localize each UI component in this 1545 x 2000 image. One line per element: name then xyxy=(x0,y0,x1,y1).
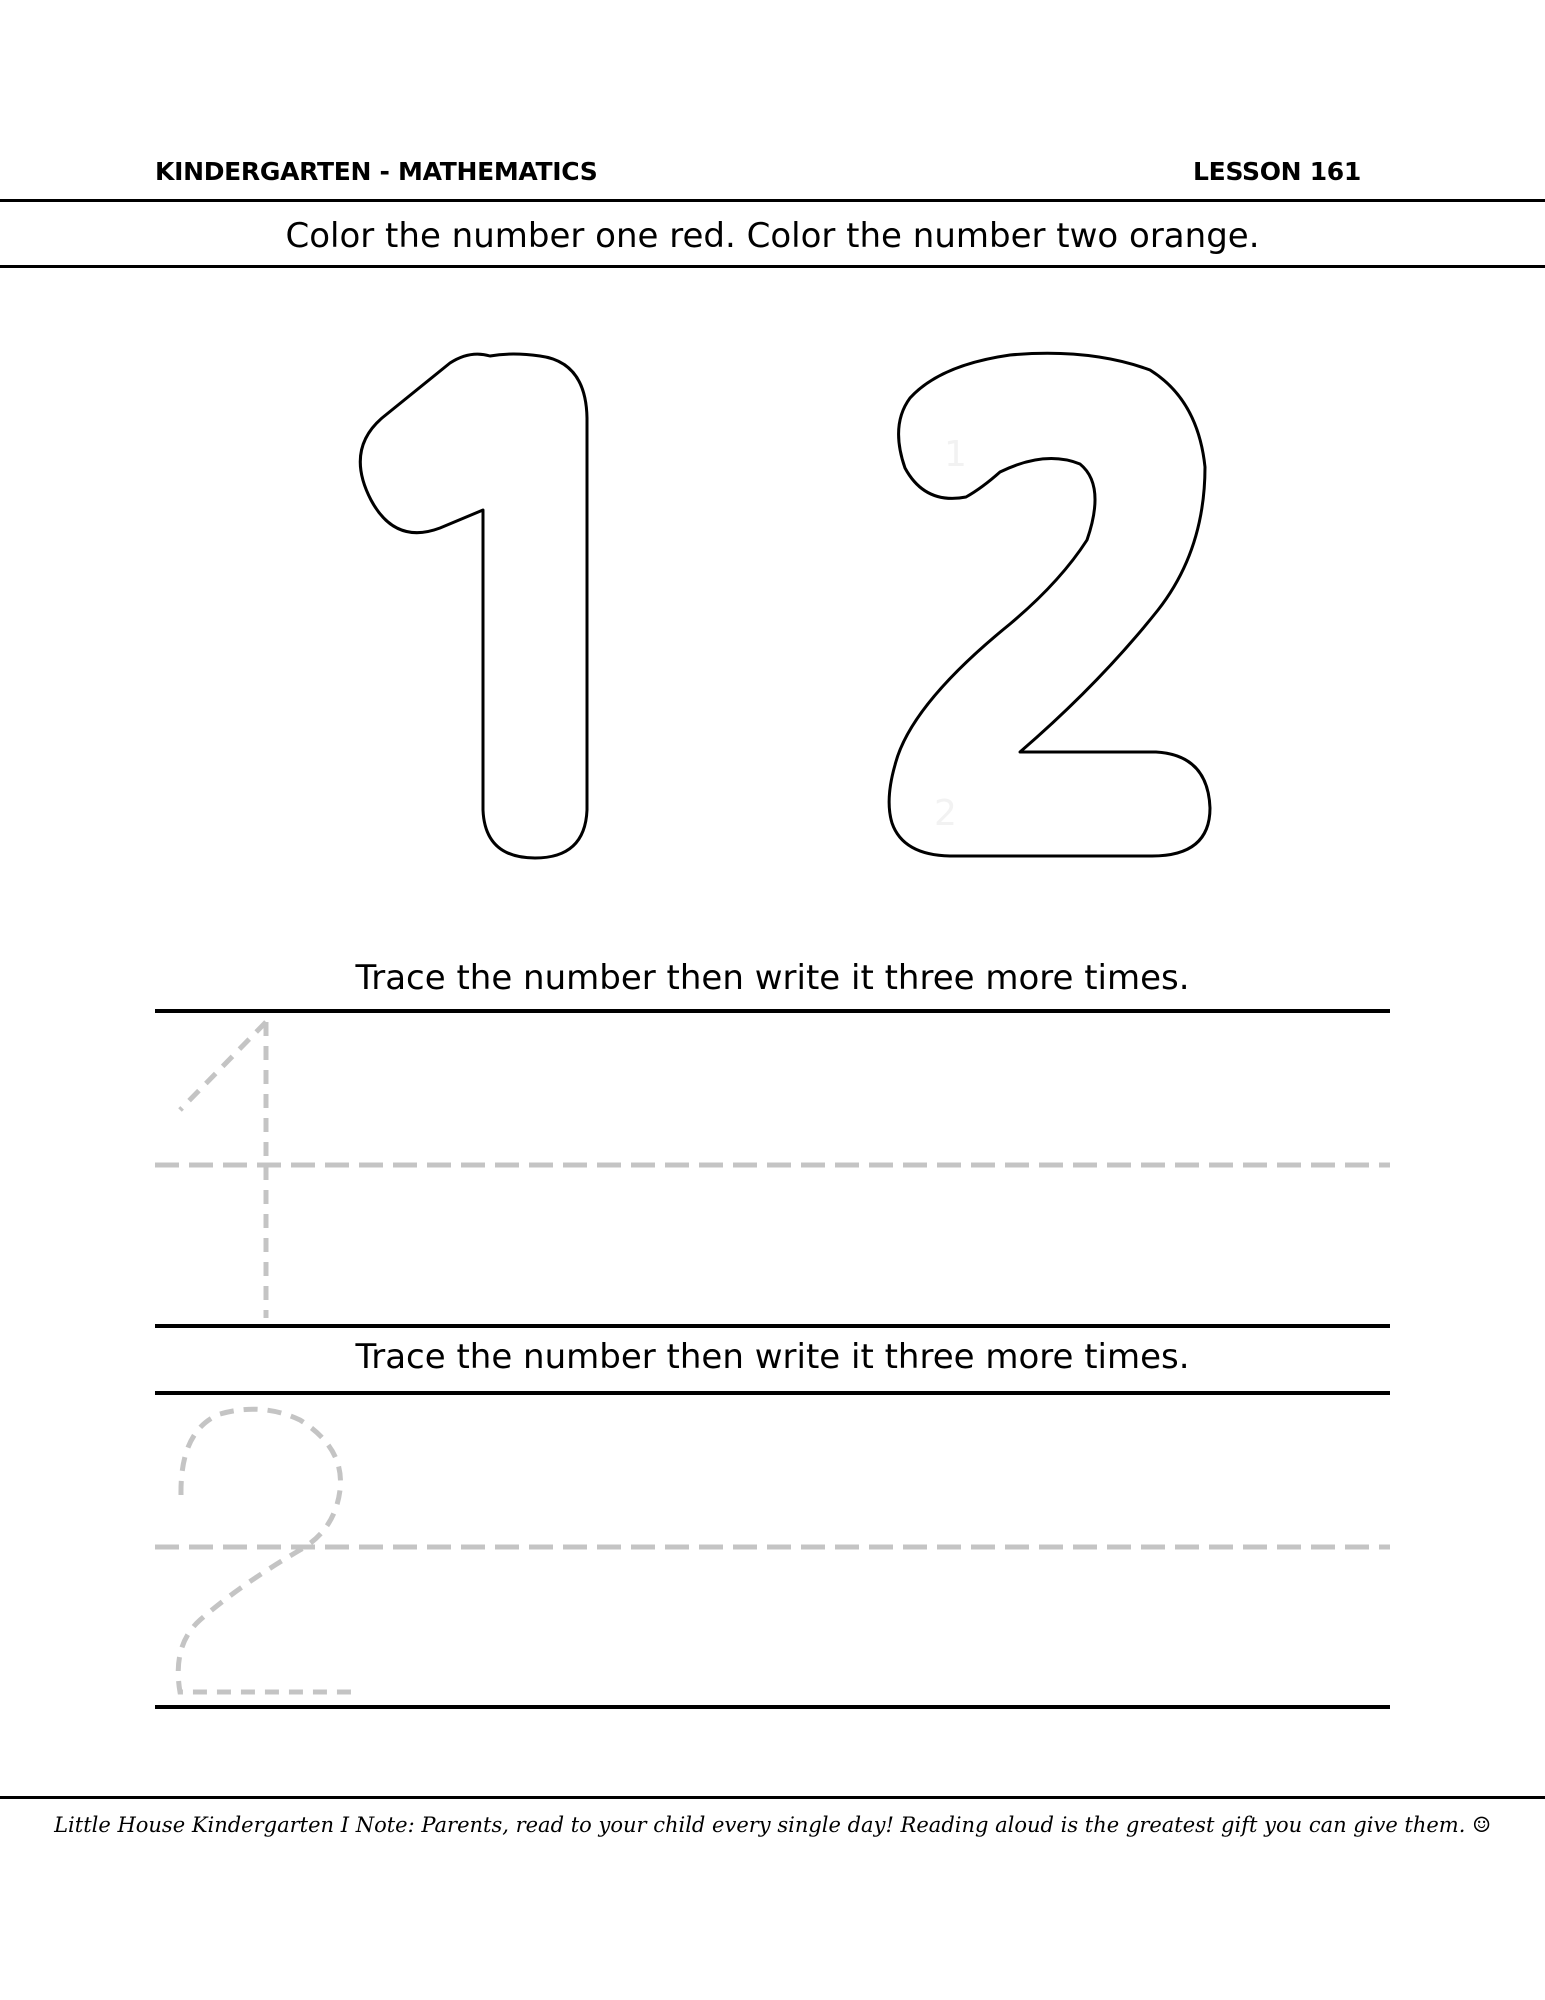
trace-two-top-line xyxy=(155,1391,1390,1395)
trace-instruction-one: Trace the number then write it three more times. xyxy=(355,958,1190,998)
color-instruction: Color the number one red. Color the number two orange. xyxy=(285,216,1260,256)
footer-rule xyxy=(0,1796,1545,1799)
lesson-number: LESSON 161 xyxy=(1193,157,1361,186)
trace-two-guides xyxy=(150,1398,1395,1708)
trace-instruction-two: Trace the number then write it three more times. xyxy=(355,1337,1190,1377)
trace-one-top-line xyxy=(155,1009,1390,1013)
stroke-order-hint-2: 2 xyxy=(934,793,957,834)
trace-digit-one xyxy=(180,1022,266,1318)
stroke-order-hint-1: 1 xyxy=(944,434,967,475)
trace-one-guides xyxy=(150,1015,1395,1325)
header-rule-bottom xyxy=(0,265,1545,268)
number-two-outline[interactable] xyxy=(880,345,1215,865)
trace-one-bottom-line xyxy=(155,1324,1390,1328)
trace-two-bottom-line xyxy=(155,1705,1390,1709)
header-rule-top xyxy=(0,199,1545,202)
trace-digit-two xyxy=(178,1409,358,1692)
subject-title: KINDERGARTEN - MATHEMATICS xyxy=(155,157,598,186)
number-one-outline[interactable] xyxy=(350,348,595,868)
footer-note: Little House Kindergarten I Note: Parents, read to your child every single day! Reading aloud is the greatest gift you can give them. ☺ xyxy=(54,1813,1491,1837)
